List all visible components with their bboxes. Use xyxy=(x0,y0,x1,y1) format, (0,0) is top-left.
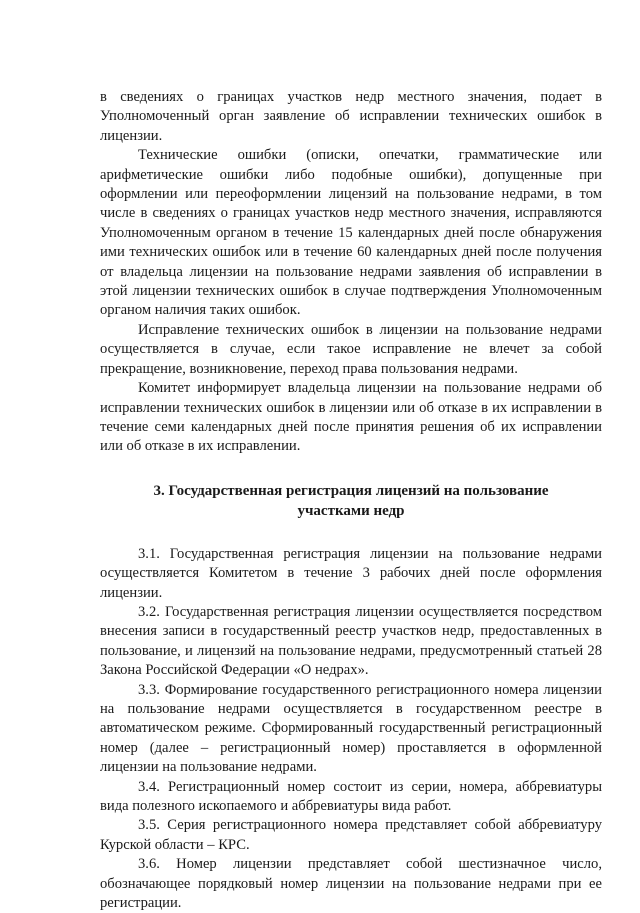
clause-3-4: 3.4. Регистрационный номер состоит из серии, номера, аббревиатуры вида полезного ископаемого и аббревиатуры вида работ. xyxy=(100,778,602,814)
paragraph-continuation: в сведениях о границах участков недр местного значения, подает в Уполномоченный орган заявление об исправлении технических ошибок в лицензии. xyxy=(100,89,602,144)
clause-3-3: 3.3. Формирование государственного регистрационного номера лицензии на пользование недрами осуществляется в государственном реестре в автоматическом режиме. Сформированный государственный регистрационный номер (далее – регистрационный номер) проставляется в оформленной лицензии на пользование недрами. xyxy=(100,681,602,776)
document-page xyxy=(100,88,602,913)
spacer xyxy=(100,521,602,545)
clause-3-5: 3.5. Серия регистрационного номера представляет собой аббревиатуру Курской области – КРС. xyxy=(100,817,602,853)
clause-3-1: 3.1. Государственная регистрация лицензии на пользование недрами осуществляется Комитетом в течение 3 рабочих дней после оформления лицензии. xyxy=(100,545,602,601)
paragraph-correction-conditions: Исправление технических ошибок в лицензии на пользование недрами осуществляется в случае, если такое исправление не влечет за собой прекращение, возникновение, переход права пользования недрами. xyxy=(100,321,602,377)
paragraph-committee-informs: Комитет информирует владельца лицензии на пользование недрами об исправлении технических ошибок в лицензии или об отказе в их исправлении в течение семи календарных дней после принятия решения об их исправлении или об отказе в их исправлении. xyxy=(100,380,602,455)
section-heading: 3. Государственная регистрация лицензий на пользование участками недр xyxy=(153,482,549,519)
clause-3-2: 3.2. Государственная регистрация лицензии осуществляется посредством внесения записи в государственный реестр участков недр, предоставленных в пользование, и лицензий на пользование недрами, предусмотренный статьей 28 Закона Российской Федерации «О недрах». xyxy=(100,603,602,679)
clause-3-6: 3.6. Номер лицензии представляет собой шестизначное число, обозначающее порядковый номер лицензии на пользование недрами при ее регистрации. xyxy=(100,856,602,912)
paragraph-technical-errors: Технические ошибки (описки, опечатки, грамматические или арифметические ошибки либо подобные ошибки), допущенные при оформлении или переоформлении лицензий на пользование недрами, в том числе в сведениях о границах участков недр местного значения, исправляются Уполномоченным органом в течение 15 календарных дней после обнаружения ими технических ошибок или в течение 60 календарных дней после получения от владельца лицензии на пользование недрами заявления об исправлении в этой лицензии технических ошибок в случае подтверждения Уполномоченным органом наличия таких ошибок. xyxy=(100,147,602,319)
